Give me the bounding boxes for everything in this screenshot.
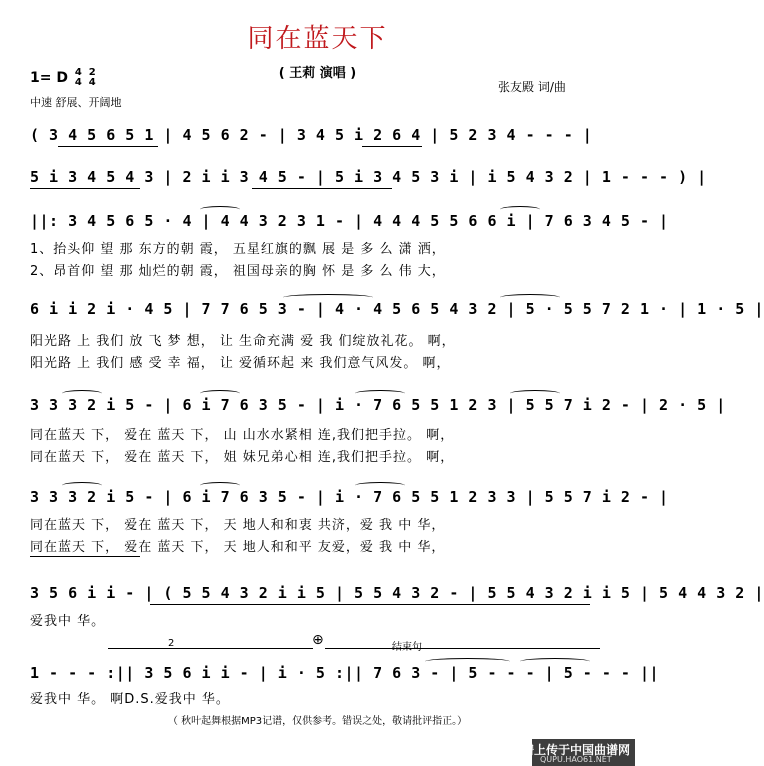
song-title: 同在蓝天下 — [247, 24, 388, 54]
slur — [500, 206, 540, 213]
watermark-text: 曲谱上传于中国曲谱网 — [510, 743, 631, 757]
key-signature — [30, 68, 96, 88]
tie — [425, 658, 510, 665]
score-row-2: 5 i 3 4 5 4 3 | 2 i i 3 4 5 - | 5 i 3 4 5 3 i | i 5 4 3 2 | 1 - - - ) | — [30, 168, 707, 186]
slur — [355, 390, 405, 397]
volta-bracket-1 — [30, 556, 140, 557]
score-row-6: 3 3 3 2 i 5 - | 6 i 7 6 3 5 - | i · 7 6 5 5 1 2 3 3 | 5 5 7 i 2 - | — [30, 488, 669, 506]
coda-label: 结束句 — [392, 642, 422, 653]
lyric-verse-2-row-6: 同在蓝天 下， 爱在 蓝天 下， 天 地人和和平 友爱，爱 我 中 华， — [30, 540, 446, 555]
time-signature-1: 4 4 — [74, 67, 82, 88]
beam-line — [362, 146, 422, 147]
slur — [200, 482, 240, 489]
slur — [62, 390, 102, 397]
slur — [200, 390, 240, 397]
lyric-verse-1-row-3: 1、抬头仰 望 那 东方的朝 霞， 五星红旗的飘 展 是 多 么 潇 洒， — [30, 242, 446, 257]
transcriber-note: （ 秋叶起舞根据MP3记谱，仅供参考。错误之处，敬请批评指正。） — [167, 716, 468, 727]
coda-bracket — [325, 648, 600, 649]
slur — [200, 206, 240, 213]
slur — [510, 390, 560, 397]
lyric-verse-1-row-6: 同在蓝天 下， 爱在 蓝天 下， 天 地人和和衷 共济，爱 我 中 华， — [30, 518, 446, 533]
lyric-verse-1-row-4: 阳光路 上 我们 放 飞 梦 想， 让 生命充满 爱 我 们绽放礼花。 啊， — [30, 334, 456, 349]
time-signature-2: 2 4 — [88, 67, 96, 88]
coda-icon: ⊕ — [312, 632, 324, 648]
score-row-8: 1 - - - :|| 3 5 6 i i - | i · 5 :|| 7 6 3 - | 5 - - - | 5 - - - || — [30, 664, 660, 682]
slur — [283, 294, 373, 301]
beam-line — [150, 604, 590, 605]
beam-line — [58, 146, 158, 147]
score-row-5: 3 3 3 2 i 5 - | 6 i 7 6 3 5 - | i · 7 6 5 5 1 2 3 | 5 5 7 i 2 - | 2 · 5 | — [30, 396, 726, 414]
singer-credit: ( 王莉 演唱 ) — [278, 66, 357, 81]
lyric-row-8: 爱我中 华。 啊D.S.爱我中 华。 — [30, 692, 230, 707]
lyric-verse-2-row-5: 同在蓝天 下， 爱在 蓝天 下， 姐 妹兄弟心相 连,我们把手拉。 啊， — [30, 450, 455, 465]
lyric-verse-2-row-3: 2、昂首仰 望 那 灿烂的朝 霞， 祖国母亲的胸 怀 是 多 么 伟 大， — [30, 264, 446, 279]
score-row-3: ||: 3 4 5 6 5 · 4 | 4 4 3 2 3 1 - | 4 4 4 5 5 6 6 i | 7 6 3 4 5 - | — [30, 212, 669, 230]
tie — [520, 658, 590, 665]
volta-bracket-2 — [108, 648, 313, 649]
key-text: 1= D — [30, 70, 68, 86]
volta-2-label: 2 — [168, 638, 175, 649]
score-row-1: ( 3 4 5 6 5 1 | 4 5 6 2 - | 3 4 5 i 2 6 4 | 5 2 3 4 - - - | — [30, 126, 593, 144]
lyric-row-7: 爱我中 华。 — [30, 614, 106, 629]
slur — [500, 294, 560, 301]
watermark-url: QUPU.HAO61.NET — [540, 755, 612, 764]
score-row-4: 6 i i 2 i · 4 5 | 7 7 6 5 3 - | 4 · 4 5 6 5 4 3 2 | 5 · 5 5 7 2 1 · | 1 · 5 | — [30, 300, 764, 318]
slur — [62, 482, 102, 489]
tempo-marking: 中速 舒展、开阔地 — [30, 96, 122, 109]
score-row-7: 3 5 6 i i - | ( 5 5 4 3 2 i i 5 | 5 5 4 3 2 - | 5 5 4 3 2 i i 5 | 5 4 4 3 2 | — [30, 584, 764, 602]
slur — [355, 482, 405, 489]
beam-line — [252, 188, 392, 189]
beam-line — [30, 188, 140, 189]
composer-credit: 张友殿 词/曲 — [498, 80, 566, 94]
lyric-verse-2-row-4: 阳光路 上 我们 感 受 幸 福， 让 爱循环起 来 我们意气风发。 啊， — [30, 356, 451, 371]
lyric-verse-1-row-5: 同在蓝天 下， 爱在 蓝天 下， 山 山水水紧相 连,我们把手拉。 啊， — [30, 428, 455, 443]
